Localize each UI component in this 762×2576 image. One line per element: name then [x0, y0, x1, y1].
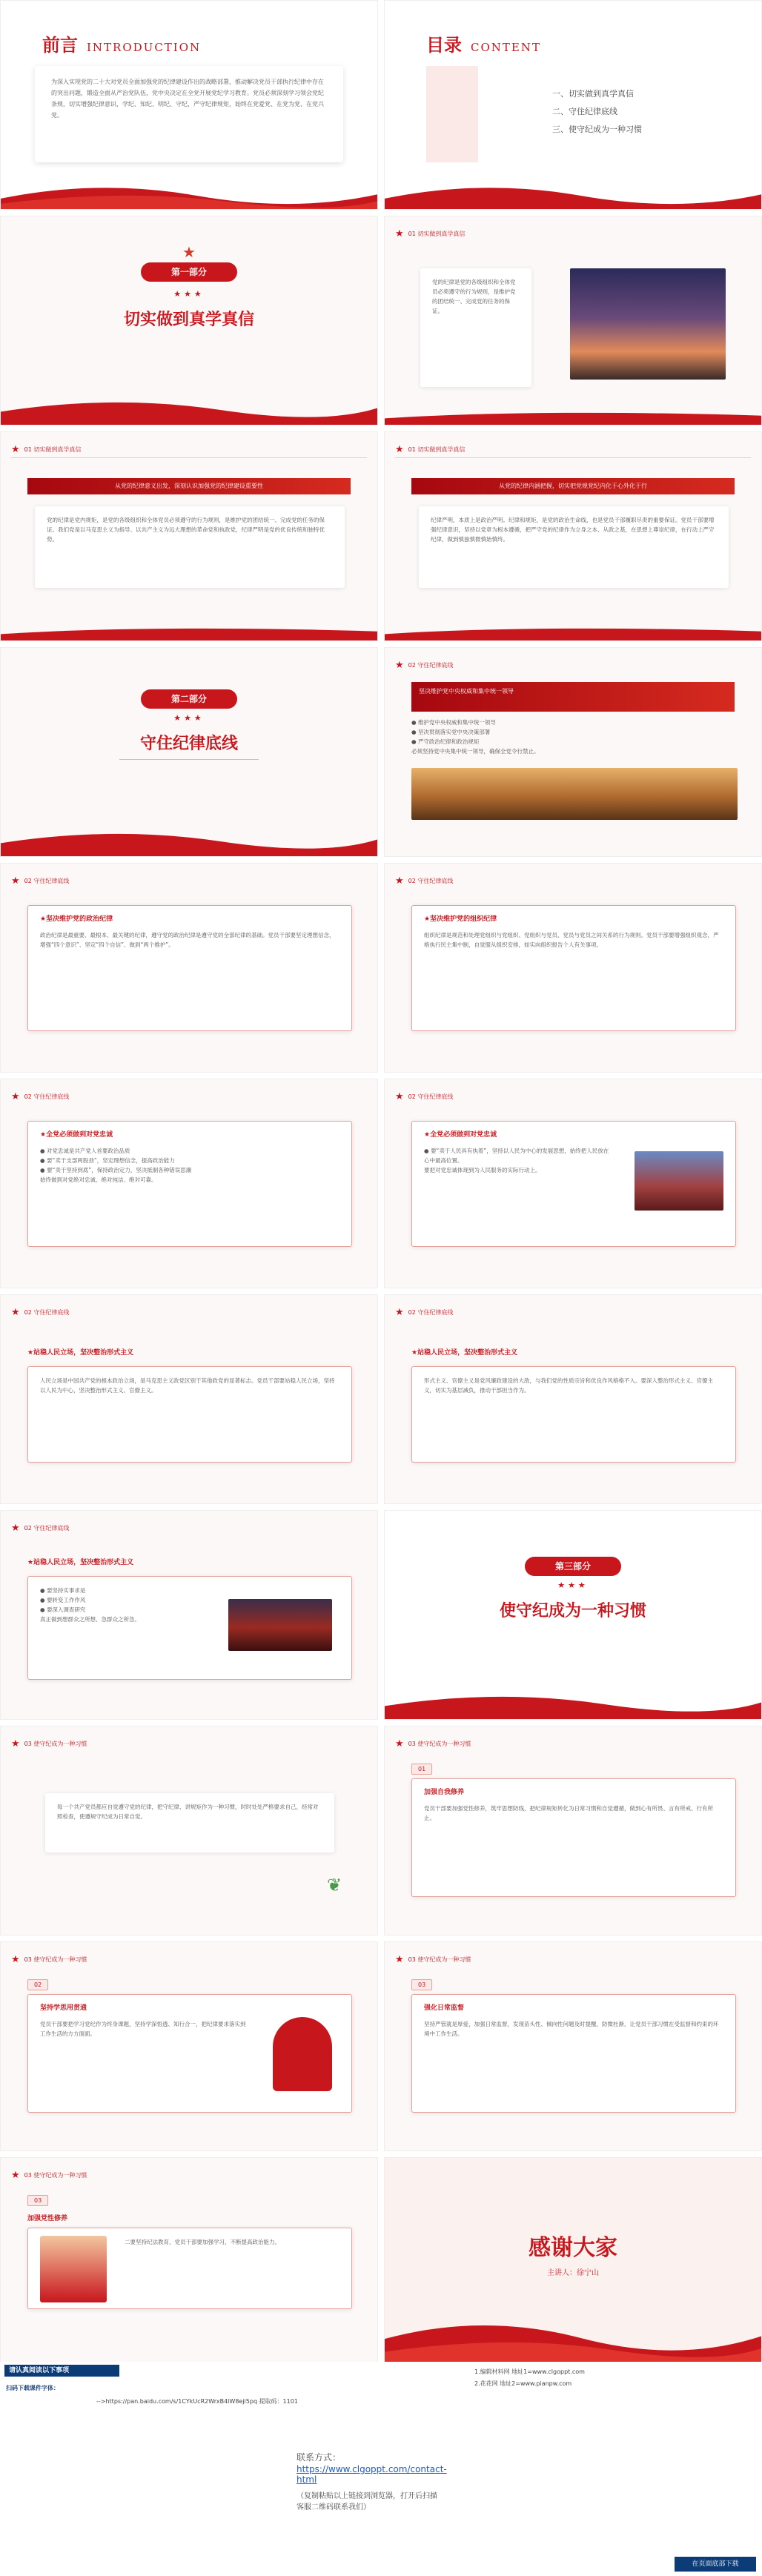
great-wall-graphic	[40, 2236, 107, 2302]
slide-header: 03 使守纪成为一种习惯	[408, 1956, 471, 1963]
slide-header: 02 守住纪律底线	[408, 1093, 454, 1100]
font-download-link[interactable]: -->https://pan.baidu.com/s/1CYkUcR2WrxB4lW8eji5pq 提取码：1101	[96, 2398, 298, 2405]
star-icon: ★	[395, 875, 404, 887]
text-card: 党的纪律是党内规矩，是党的各级组织和全体党员必须遵守的行为规则，是维护党的团结统一、完成党的任务的保证。我们党是以马克思主义为指导、以共产主义为远大理想的革命党和执政党，纪律严明是党的优良传统和独特优势。	[35, 506, 345, 588]
text-card: ★全党必须做到对党忠诚 ● 对党忠诚是共产党人首要政治品质 ● 要“卖于支部两股劲”，坚定理想信念，提高政治能力 ● 要“卖于坚持到底”，保持政治定力，坚决抵制各种错误思潮 始终做到对党绝对忠诚、绝对纯洁、绝对可靠。	[27, 1121, 352, 1247]
fist-icon	[273, 2017, 332, 2091]
list-item: ● 要深入调查研究	[40, 1606, 86, 1613]
thanks-title: 感谢大家	[529, 2235, 617, 2261]
slide-header: 02 守住纪律底线	[24, 877, 70, 884]
part-title: 切实做到真学真信	[123, 310, 254, 329]
slide-header: 02 守住纪律底线	[408, 1308, 454, 1316]
list-note: 必须坚持党中央集中统一领导，确保全党令行禁止。	[411, 748, 540, 755]
red-wave	[384, 1688, 762, 1720]
slide-content-10	[384, 863, 762, 1073]
slide-header: 03 使守纪成为一种习惯	[408, 1740, 471, 1747]
red-wave	[0, 609, 378, 641]
star-icon: ★	[11, 875, 20, 887]
slide-header: 02 守住纪律底线	[24, 1524, 70, 1532]
contents-item[interactable]: 三、使守纪成为一种习惯	[552, 125, 642, 134]
contact-label: 联系方式：	[296, 2452, 342, 2463]
slide-header: 02 守住纪律底线	[408, 877, 454, 884]
list-item: ● 要“卖于人民具有执着”，坚持以人民为中心的发展思想，始终把人民放在心中最高位置。	[424, 1148, 609, 1164]
banner: 从党的纪律内涵把握，切实把党规党纪内化于心外化于行	[411, 478, 735, 494]
text-card: ★全党必须做到对党忠诚 ● 要“卖于人民具有执着”，坚持以人民为中心的发展思想，始终把人民放在心中最高位置。 要把对党忠诚体现到为人民服务的实际行动上。	[411, 1121, 736, 1247]
star-icon: ★	[11, 1306, 20, 1318]
contact-link[interactable]: https://www.clgoppt.com/contact-html	[296, 2464, 447, 2485]
text-card: ● 要坚持实事求是 ● 要转变工作作风 ● 要深入调查研究 真正做到想群众之所想、急群众之所急。	[27, 1576, 352, 1680]
slide-content-13: ★ 02 守住纪律底线 ★站稳人民立场，坚决整治形式主义 人民立场是中国共产党的根本政治立场，是马克思主义政党区别于其他政党的显著标志。党员干部要站稳人民立场，坚持以人民为中心，坚决整治形式主义、官僚主义。	[0, 1294, 378, 1504]
slide-header: 02 守住纪律底线	[408, 661, 454, 669]
stars-row-icon: ★★★	[173, 713, 205, 723]
red-wave	[0, 394, 378, 426]
number-tag: 03	[411, 1979, 432, 1990]
text-card: 纪律严明，本质上是政治严明。纪律和规矩，是党的政治生命线，也是党员干部履职尽责的重要保证。党员干部要增强纪律意识，坚持以党章为根本遵循，把严守党的纪律作为立身之本、从政之基，在思想上尊崇纪律，在行动上严守纪律，做到慎独慎微慎始慎终。	[419, 506, 729, 588]
slide-contents	[384, 0, 762, 210]
slide-header: 01 切实做到真学真信	[408, 230, 466, 237]
slide-part3	[384, 1510, 762, 1720]
intro-body: 为深入实现党的二十大对党员全面加强党的纪律建设作出的战略部署，推动解决党员干部执行纪律中存在的突出问题，锻造全面从严治党队伍，党中央决定在全党开展党纪学习教育。党员必须深刻学习领会党纪条规，切实增强纪律意识，学纪、知纪、明纪、守纪，严守纪律规矩，始终在党爱党、在党为党、在党兴党。	[35, 66, 343, 162]
red-wave	[384, 2311, 762, 2367]
contents-list	[552, 85, 642, 139]
text-card: 党的纪律是党的各级组织和全体党员必须遵守的行为规则，是维护党的团结统一、完成党的任务的保证。	[420, 268, 531, 387]
star-icon: ★	[182, 243, 196, 261]
slide-thanks	[384, 2157, 762, 2367]
info-heading: 请认真阅读以下事项	[4, 2365, 119, 2377]
part-title: 守住纪律底线	[139, 734, 238, 753]
part-label: 第一部分	[141, 262, 237, 282]
star-icon: ★	[395, 1090, 404, 1102]
star-icon: ★	[395, 443, 404, 455]
star-icon: ★	[11, 1090, 20, 1102]
banner: 从党的纪律意义出发，深刻认识加强党的纪律建设重要性	[27, 478, 351, 494]
font-download-label: 扫码下载课件字体：	[6, 2385, 59, 2391]
contents-box	[426, 66, 720, 162]
star-icon: ★	[11, 1522, 20, 1534]
part-title: 使守纪成为一种习惯	[499, 1601, 646, 1620]
download-button[interactable]: 在页面底部下载	[675, 2557, 756, 2572]
site-link-1[interactable]: 1.编辑材料网 地址1=www.clgoppt.com	[474, 2368, 585, 2375]
star-icon: ★	[11, 2169, 20, 2181]
slide-header: 02 守住纪律底线	[24, 1308, 70, 1316]
red-wave	[0, 825, 378, 857]
red-wave	[384, 609, 762, 641]
slide-header: 03 使守纪成为一种习惯	[24, 1740, 87, 1747]
contents-item[interactable]: 一、切实做到真学真信	[552, 89, 634, 99]
banner: 坚决维护党中央权威和集中统一领导	[411, 682, 735, 712]
great-wall-photo	[411, 768, 738, 820]
red-wave	[384, 394, 762, 426]
part-label: 第二部分	[141, 689, 237, 709]
slide-content-12	[384, 1079, 762, 1288]
number-tag: 02	[27, 1979, 48, 1990]
list-item: ● 要转变工作作风	[40, 1597, 86, 1603]
bullet-list	[411, 718, 540, 756]
text-card: 人民立场是中国共产党的根本政治立场，是马克思主义政党区别于其他政党的显著标志。党员干部要站稳人民立场，坚持以人民为中心，坚决整治形式主义、官僚主义。	[27, 1366, 352, 1463]
red-wave	[384, 178, 762, 210]
slide-content-8	[384, 647, 762, 857]
slide-header: 03 使守纪成为一种习惯	[24, 2171, 87, 2179]
text-card: ★坚决维护党的政治纪律 政治纪律是最重要、最根本、最关键的纪律，遵守党的政治纪律是遵守党的全部纪律的基础。党员干部要坚定理想信念，增强“四个意识”、坚定“四个自信”、做到“两个维护”。	[27, 905, 352, 1031]
number-tag: 03	[27, 2195, 48, 2206]
slide-content-5	[0, 431, 378, 641]
text-card: 形式主义、官僚主义是党风廉政建设的大敌，与我们党的性质宗旨和优良作风格格不入。要深入整治形式主义、官僚主义，切实为基层减负，推动干部担当作为。	[411, 1366, 736, 1463]
list-item: ● 要“卖于支部两股劲”，坚定理想信念，提高政治能力	[40, 1157, 175, 1164]
list-item: ● 要坚持实事求是	[40, 1587, 86, 1594]
list-item: ● 严守政治纪律和政治规矩	[411, 738, 480, 745]
leaf-icon: ❦	[327, 1875, 342, 1895]
contents-item[interactable]: 二、守住纪律底线	[552, 107, 617, 116]
star-icon: ★	[11, 443, 20, 455]
speaker-name: 主讲人：徐宁山	[547, 2269, 599, 2277]
tiananmen-photo	[635, 1151, 723, 1211]
site-link-2[interactable]: 2.花花网 地址2=www.pianpw.com	[474, 2380, 572, 2387]
slide-content-19	[0, 1941, 378, 2151]
building-photo	[228, 1599, 332, 1651]
slide-content-17	[0, 1726, 378, 1936]
list-item: ● 坚决贯彻落实党中央决策部署	[411, 729, 491, 735]
number-tag: 01	[411, 1764, 432, 1775]
list-item: ● 对党忠诚是共产党人首要政治品质	[40, 1148, 130, 1154]
sunset-photo	[570, 268, 726, 380]
stars-row-icon: ★★★	[557, 1580, 589, 1590]
text-card: ★坚决维护党的组织纪律 组织纪律是规范和处理党组织与党组织、党组织与党员、党员与党员之间关系的行为规则。党员干部要增强组织观念，严格执行民主集中制，自觉服从组织安排，如实向组织报告个人有关事项。	[411, 905, 736, 1031]
info-block	[0, 2362, 762, 2576]
slide-content-21: ★ 03 使守纪成为一种习惯 03 加强党性修养 二要坚持纪法教育，党员干部要加强学习，不断提高政治能力。	[0, 2157, 378, 2367]
slide-content-14: ★ 02 守住纪律底线 ★站稳人民立场，坚决整治形式主义 形式主义、官僚主义是党风廉政建设的大敌，与我们党的性质宗旨和优良作风格格不入。要深入整治形式主义、官僚主义，切实为基层减负，推动干部担当作为。	[384, 1294, 762, 1504]
text-card: 坚持学思用贯通 党员干部要把学习党纪作为终身课题，坚持学深悟透、知行合一，把纪律要求落实到工作生活的方方面面。	[27, 1994, 352, 2113]
slide-header: 02 守住纪律底线	[24, 1093, 70, 1100]
intro-title: 前言 INTRODUCTION	[42, 34, 202, 56]
text-card: 加强自我修养 党员干部要加强党性修养，筑牢思想防线，把纪律规矩转化为日常习惯和自觉遵循，做到心有所畏、言有所戒、行有所止。	[411, 1778, 736, 1897]
list-item: ● 维护党中央权威和集中统一领导	[411, 719, 496, 726]
text-card: 二要坚持纪法教育，党员干部要加强学习，不断提高政治能力。	[27, 2228, 352, 2309]
star-icon: ★	[11, 1738, 20, 1749]
slide-header: 03 使守纪成为一种习惯	[24, 1956, 87, 1963]
slide-content-6	[384, 431, 762, 641]
slide-content-15: ★ 02 守住纪律底线 ★站稳人民立场，坚决整治形式主义 ● 要坚持实事求是 ● 要转变工作作风 ● 要深入调查研究 真正做到想群众之所想、急群众之所急。	[0, 1510, 378, 1720]
star-icon: ★	[395, 228, 404, 239]
red-wave	[0, 178, 378, 210]
slide-header: 01 切实做到真学真信	[408, 446, 466, 453]
star-icon: ★	[395, 1953, 404, 1965]
slide-part2	[0, 647, 378, 857]
slide-header: 01 切实做到真学真信	[24, 446, 82, 453]
contact-note: （复制粘贴以上链接到浏览器，打开后扫描客服二维码联系我们）	[296, 2492, 437, 2512]
star-icon: ★	[395, 659, 404, 671]
slide-part1	[0, 216, 378, 426]
slide-content-4	[384, 216, 762, 426]
stars-row-icon: ★★★	[173, 289, 205, 299]
star-icon: ★	[395, 1738, 404, 1749]
slide-content-20	[384, 1941, 762, 2151]
slide-content-11	[0, 1079, 378, 1288]
list-item: ● 要“卖于坚持到底”，保持政治定力，坚决抵制各种错误思潮	[40, 1167, 192, 1173]
contents-title: 目录 CONTENT	[426, 34, 541, 56]
star-icon: ★	[11, 1953, 20, 1965]
text-card: 强化日常监督 坚持严管就是厚爱，加强日常监督，发现苗头性、倾向性问题及时提醒，防微杜渐，让党员干部习惯在受监督和约束的环境中工作生活。	[411, 1994, 736, 2113]
part-label: 第三部分	[525, 1557, 621, 1576]
slide-content-18	[384, 1726, 762, 1936]
star-icon: ★	[395, 1306, 404, 1318]
text-card: 每一个共产党员都应自觉遵守党的纪律，把守纪律、讲规矩作为一种习惯，时时处处严格要求自己，经常对照检查，使遵规守纪成为日常自觉。	[45, 1793, 334, 1852]
slide-introduction	[0, 0, 378, 210]
slide-content-9	[0, 863, 378, 1073]
